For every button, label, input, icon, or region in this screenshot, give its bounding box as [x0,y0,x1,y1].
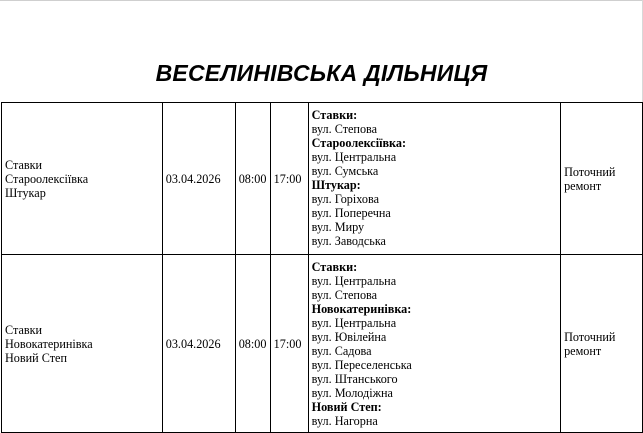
settlement-heading: Штукар: [311,178,361,192]
top-border-line [0,0,643,1]
settlement-name: Новокатеринівка [5,336,93,351]
street-name: вул. Миру [311,220,365,234]
table-row [2,103,643,255]
street-name: вул. Заводська [311,234,386,248]
street-name: вул. Нагорна [311,414,378,428]
streets-cell [308,255,560,433]
page-title: ВЕСЕЛИНІВСЬКА ДІЛЬНИЦЯ [155,60,488,86]
settlements-cell [2,103,163,255]
settlement-name: Староолексіївка [5,171,89,186]
street-name: вул. Центральна [311,316,397,330]
settlement-name: Новий Степ [5,350,67,365]
settlement-heading: Ставки: [311,260,358,274]
time-from-cell: 08:00 [235,255,270,433]
work-type-text: ремонт [564,343,602,358]
table-body [2,103,643,433]
outage-schedule-table [1,102,643,433]
table-row [2,255,643,433]
street-name: вул. Горіхова [311,192,380,206]
street-name: вул. Штанського [311,372,398,386]
time-to-cell: 17:00 [270,103,308,255]
settlement-heading: Новий Степ: [311,400,382,414]
street-name: вул. Поперечна [311,206,391,220]
work-type-cell [561,103,643,255]
street-name: вул. Ювілейна [311,330,387,344]
street-name: вул. Степова [311,288,378,302]
settlement-name: Ставки [5,322,43,337]
settlement-name: Ставки [5,157,43,172]
street-name: вул. Центральна [311,274,397,288]
streets-cell [308,103,560,255]
time-to-cell: 17:00 [270,255,308,433]
street-name: вул. Садова [311,344,372,358]
street-name: вул. Степова [311,122,378,136]
settlement-heading: Староолексіївка: [311,136,407,150]
settlements-cell [2,255,163,433]
work-type-text: Поточний [564,164,616,179]
settlement-heading: Новокатеринівка: [311,302,412,316]
street-name: вул. Переселенська [311,358,412,372]
date-cell: 03.04.2026 [162,255,235,433]
street-name: вул. Сумська [311,164,379,178]
time-from-cell: 08:00 [235,103,270,255]
street-name: вул. Центральна [311,150,397,164]
work-type-text: ремонт [564,178,602,193]
work-type-text: Поточний [564,329,616,344]
work-type-cell [561,255,643,433]
street-name: вул. Молодіжна [311,386,393,400]
settlement-heading: Ставки: [311,108,358,122]
settlement-name: Штукар [5,185,46,200]
date-cell: 03.04.2026 [162,103,235,255]
